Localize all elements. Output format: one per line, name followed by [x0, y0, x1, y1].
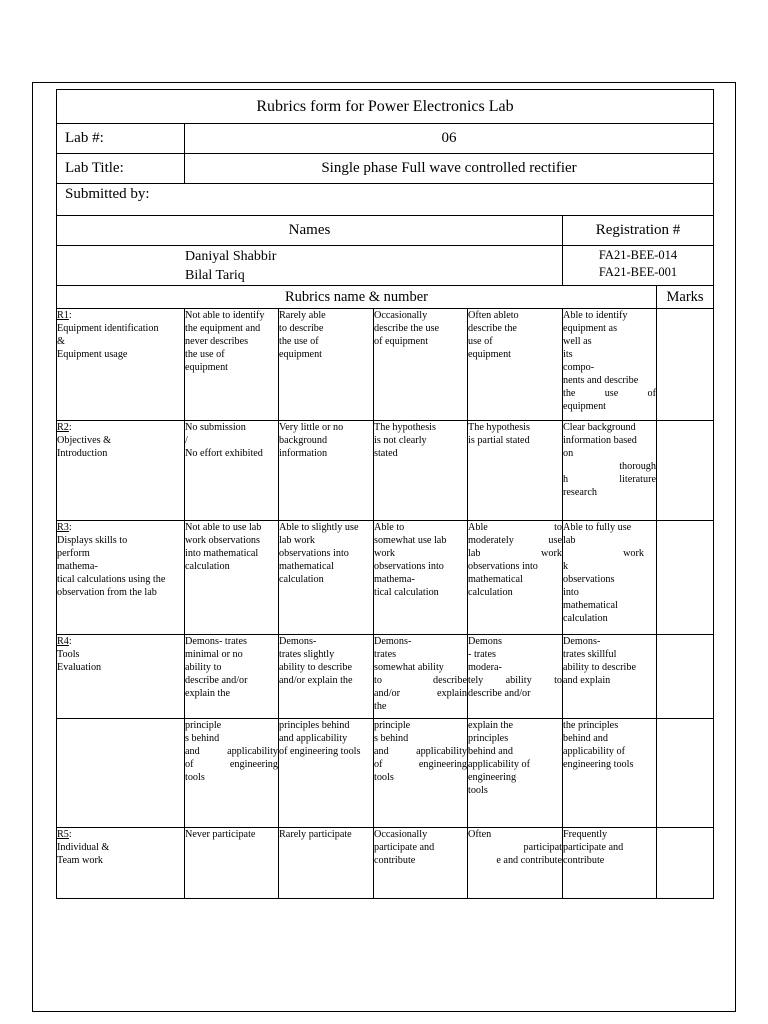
rubric-level-5: the principles behind and applicability of engineering tools: [563, 719, 657, 828]
registration-header: Registration #: [563, 216, 714, 246]
rubric-row: [57, 635, 714, 719]
lab-number-label: Lab #:: [57, 124, 185, 154]
lab-title-label: Lab Title:: [57, 154, 185, 184]
rubrics-form-table: [56, 89, 714, 899]
marks-cell[interactable]: [657, 635, 714, 719]
rubric-level-3: Demons- trates somewhat ability to describe and/or explain the: [374, 635, 468, 719]
marks-header: Marks: [657, 286, 714, 309]
rubric-name-cell: R2: Objectives & Introduction: [57, 421, 185, 521]
rubric-level-1: No submission / No effort exhibited: [185, 421, 279, 521]
rubric-row: [57, 421, 714, 521]
rubric-level-2: Demons- trates slightly ability to describe and/or explain the: [279, 635, 374, 719]
student-names-cell: [57, 246, 563, 286]
student-name: Daniyal Shabbir: [185, 249, 277, 264]
rubric-level-5: Demons- trates skillful ability to describe and explain: [563, 635, 657, 719]
rubric-name-cell: R3: Displays skills to perform mathema- tical calculations using the observation from the lab: [57, 521, 185, 635]
rubric-row-continued: [57, 719, 714, 828]
rubric-level-4: Often participat e and contribute: [468, 828, 563, 899]
rubric-level-3: Occasionally describe the use of equipment: [374, 309, 468, 421]
rubric-level-2: Rarely participate: [279, 828, 374, 899]
rubric-level-5: Able to fully use lab work k observations into mathematical calculation: [563, 521, 657, 635]
marks-cell[interactable]: [657, 521, 714, 635]
rubric-row: [57, 828, 714, 899]
student-name: Bilal Tariq: [185, 268, 245, 283]
rubric-level-2: Very little or no background information: [279, 421, 374, 521]
rubric-level-4: The hypothesis is partial stated: [468, 421, 563, 521]
rubric-level-3: The hypothesis is not clearly stated: [374, 421, 468, 521]
registration-number: FA21-BEE-014: [598, 248, 678, 262]
rubric-level-2: principles behind and applicability of engineering tools: [279, 719, 374, 828]
rubric-level-4: Often ableto describe the use of equipment: [468, 309, 563, 421]
marks-cell[interactable]: [657, 309, 714, 421]
rubric-row: [57, 309, 714, 421]
rubric-level-1: principle s behind and applicability of engineering tools: [185, 719, 279, 828]
rubric-level-3: Occasionally participate and contribute: [374, 828, 468, 899]
rubric-name-cell: [57, 719, 185, 828]
marks-cell[interactable]: [657, 828, 714, 899]
marks-cell[interactable]: [657, 719, 714, 828]
rubric-level-2: Rarely able to describe the use of equipment: [279, 309, 374, 421]
rubrics-header: Rubrics name & number: [57, 286, 657, 309]
rubric-level-4: Demons - trates modera- tely ability to describe and/or: [468, 635, 563, 719]
rubric-level-1: Not able to use lab work observations into mathematical calculation: [185, 521, 279, 635]
rubric-level-1: Never participate: [185, 828, 279, 899]
rubric-level-5: Clear background information based on thorough h literature research: [563, 421, 657, 521]
form-title: Rubrics form for Power Electronics Lab: [57, 90, 714, 124]
rubric-level-1: Not able to identify the equipment and never describes the use of equipment: [185, 309, 279, 421]
rubric-name-cell: R5: Individual & Team work: [57, 828, 185, 899]
marks-cell[interactable]: [657, 421, 714, 521]
rubric-name-cell: R1: Equipment identification & Equipment usage: [57, 309, 185, 421]
rubric-level-4: Able to moderately use lab work observations into mathematical calculation: [468, 521, 563, 635]
lab-number-value: 06: [185, 124, 714, 154]
rubric-level-4: explain the principles behind and applicability of engineering tools: [468, 719, 563, 828]
rubric-level-3: Able to somewhat use lab work observations into mathema- tical calculation: [374, 521, 468, 635]
rubric-name-cell: R4: Tools Evaluation: [57, 635, 185, 719]
lab-title-value: Single phase Full wave controlled rectifier: [185, 154, 714, 184]
names-header: Names: [57, 216, 563, 246]
submitted-by-label: Submitted by:: [57, 184, 714, 216]
registration-numbers-cell: [563, 246, 714, 286]
rubric-level-2: Able to slightly use lab work observations into mathematical calculation: [279, 521, 374, 635]
rubric-level-5: Able to identify equipment as well as its compo- nents and describe the use of equipment: [563, 309, 657, 421]
registration-number: FA21-BEE-001: [598, 265, 678, 279]
rubric-level-3: principle s behind and applicability of engineering tools: [374, 719, 468, 828]
rubric-level-1: Demons- trates minimal or no ability to describe and/or explain the: [185, 635, 279, 719]
rubric-level-5: Frequently participate and contribute: [563, 828, 657, 899]
rubric-row: [57, 521, 714, 635]
